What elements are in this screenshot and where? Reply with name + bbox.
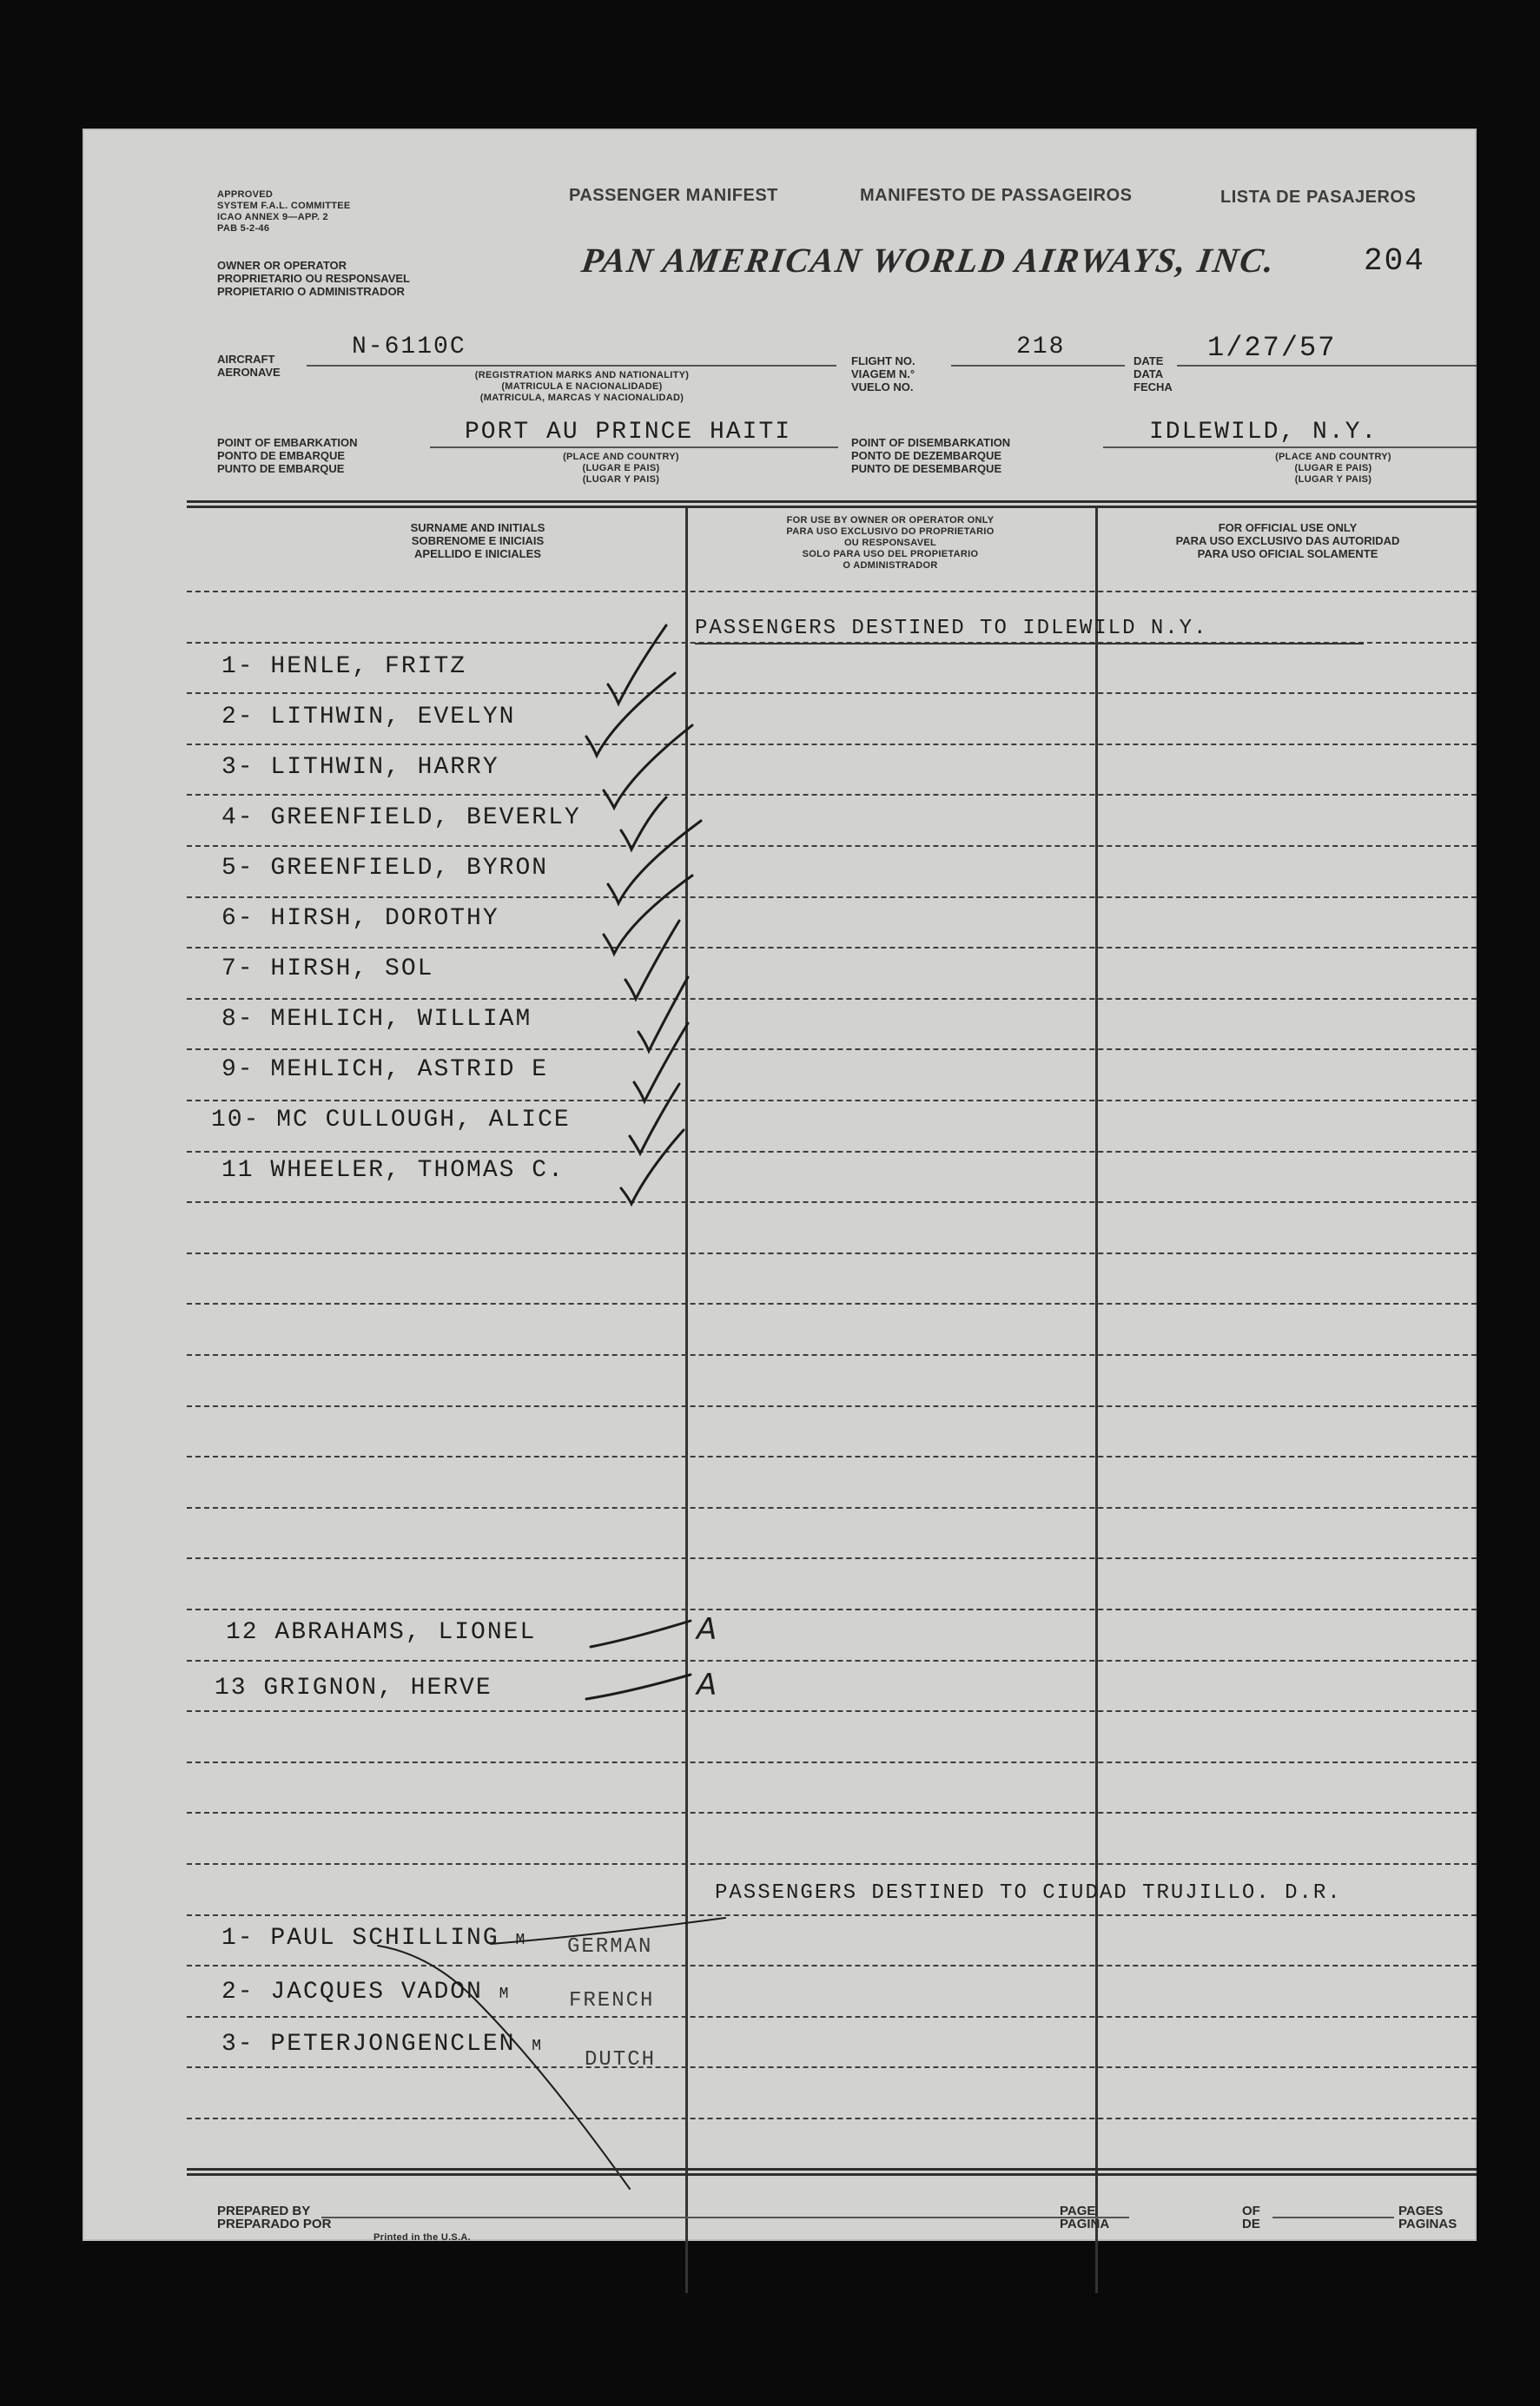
passenger-number: 13: [215, 1675, 248, 1702]
prepared-by-underline: [321, 2217, 1129, 2218]
check-mark-icon: [604, 725, 692, 808]
title-portuguese: MANIFESTO DE PASSAGEIROS: [860, 186, 1133, 205]
title-english: PASSENGER MANIFEST: [569, 186, 778, 205]
passenger-number: 2-: [221, 1979, 254, 2006]
handwritten-stroke: [378, 1946, 630, 2189]
passenger-number: 5-: [221, 855, 254, 882]
approval-line: ICAO ANNEX 9—APP. 2: [217, 212, 328, 222]
page-label: PAGE PAGINA: [1060, 2204, 1110, 2231]
footer-rule: [187, 2173, 1477, 2176]
aircraft-label: AIRCRAFT AERONAVE: [217, 353, 281, 379]
handwritten-stroke: [586, 1675, 691, 1699]
column-header-official: FOR OFFICIAL USE ONLY PARA USO EXCLUSIVO DAS AUTORIDAD PARA USO OFICIAL SOLAMENTE: [1175, 521, 1400, 560]
passenger-number: 3-: [221, 754, 254, 781]
handwritten-marks: [83, 129, 1477, 2241]
passenger-number: 3-: [221, 2031, 254, 2058]
passenger-nationality: GERMAN: [567, 1935, 653, 1959]
column-header-operator: FOR USE BY OWNER OR OPERATOR ONLY PARA USO EXCLUSIVO DO PROPRIETARIO OU RESPONSAVEL SOLO PARA USO DEL PROPIETARIO O ADMINISTRADOR: [786, 515, 995, 571]
approval-line: SYSTEM F.A.L. COMMITTEE: [217, 201, 351, 211]
flight-label: FLIGHT NO. VIAGEM N.° VUELO NO.: [851, 354, 915, 393]
passenger-name: GREENFIELD, BEVERLY: [270, 804, 581, 831]
column-header-names: SURNAME AND INITIALS SOBRENOME E INICIAIS APELLIDO E INICIALES: [410, 521, 545, 560]
passenger-number: 10-: [211, 1107, 261, 1134]
manifest-sheet: [83, 129, 1477, 2241]
passenger-name: GRIGNON, HERVE: [263, 1675, 492, 1702]
check-mark-icon: [638, 977, 688, 1051]
passenger-nationality: FRENCH: [569, 1989, 655, 2013]
passenger-number: 2-: [221, 704, 254, 730]
check-mark-icon: [621, 1130, 684, 1204]
passenger-name: MEHLICH, ASTRID E: [270, 1056, 549, 1083]
owner-label: OWNER OR OPERATOR PROPRIETARIO OU RESPONSAVEL PROPIETARIO O ADMINISTRADOR: [217, 259, 410, 298]
passenger-name: ABRAHAMS, LIONEL: [274, 1619, 537, 1646]
passenger-nationality: DUTCH: [585, 2048, 657, 2072]
date-label: DATE DATA FECHA: [1134, 354, 1173, 393]
passenger-name: LITHWIN, EVELYN: [270, 704, 516, 730]
passenger-name: PAUL SCHILLING: [270, 1925, 499, 1952]
passenger-number: 1-: [221, 653, 254, 680]
check-mark-icon: [608, 625, 666, 704]
passenger-number: 4-: [221, 804, 254, 831]
passenger-sex: M: [532, 2038, 544, 2055]
passenger-sex: M: [499, 1986, 511, 2003]
footer-rule: [187, 2168, 1477, 2171]
passenger-number: 6-: [221, 905, 254, 932]
printed-note: Printed in the U.S.A.: [373, 2232, 472, 2243]
check-mark-icon: [586, 673, 675, 756]
embarkation-label: POINT OF EMBARKATION PONTO DE EMBARQUE PUNTO DE EMBARQUE: [217, 436, 358, 475]
passenger-name: JACQUES VADON: [270, 1979, 483, 2006]
embarkation-value: PORT AU PRINCE HAITI: [465, 419, 792, 446]
passenger-name: WHEELER, THOMAS C.: [270, 1157, 565, 1184]
page-number: 204: [1364, 243, 1425, 279]
flight-value: 218: [1016, 334, 1066, 360]
approval-line: APPROVED: [217, 189, 274, 200]
passenger-number: 8-: [221, 1006, 254, 1033]
handwritten-stroke: [491, 1918, 725, 1944]
prepared-by-label: PREPARED BY PREPARADO POR: [217, 2204, 332, 2231]
passenger-name: LITHWIN, HARRY: [270, 754, 499, 781]
added-mark: A: [697, 1668, 717, 1702]
pages-label: PAGES PAGINAS: [1398, 2204, 1457, 2231]
handwritten-stroke: [591, 1621, 691, 1647]
passenger-number: 1-: [221, 1925, 254, 1952]
passenger-name: HIRSH, DOROTHY: [270, 905, 499, 932]
passenger-name: MC CULLOUGH, ALICE: [276, 1107, 571, 1134]
company-name: PAN AMERICAN WORLD AIRWAYS, INC.: [578, 241, 1279, 280]
approval-line: PAB 5-2-46: [217, 223, 270, 234]
embark-place-note: (PLACE AND COUNTRY) (LUGAR E PAIS) (LUGAR Y PAIS): [563, 452, 679, 485]
idlewild-heading: PASSENGERS DESTINED TO IDLEWILD N.Y.: [695, 617, 1208, 640]
passenger-name: PETERJONGENCLEN: [270, 2031, 516, 2058]
passenger-number: 7-: [221, 955, 254, 982]
passenger-number: 11: [221, 1157, 254, 1184]
disembarkation-value: IDLEWILD, N.Y.: [1149, 419, 1378, 446]
aircraft-value: N-6110C: [352, 334, 466, 360]
check-mark-icon: [625, 921, 679, 999]
check-mark-icon: [604, 876, 692, 954]
passenger-name: MEHLICH, WILLIAM: [270, 1006, 532, 1033]
date-value: 1/27/57: [1207, 332, 1337, 364]
added-mark: A: [697, 1612, 717, 1647]
of-underline: [1272, 2217, 1394, 2218]
passenger-name: HIRSH, SOL: [270, 955, 434, 982]
passenger-number: 12: [226, 1619, 259, 1646]
check-mark-icon: [621, 797, 666, 849]
passenger-sex: M: [515, 1932, 527, 1949]
title-spanish: LISTA DE PASAJEROS: [1220, 188, 1417, 207]
registration-note: (REGISTRATION MARKS AND NATIONALITY) (MATRICULA E NACIONALIDADE) (MATRICULA, MARCAS Y NACIONALIDAD): [474, 370, 690, 403]
passenger-name: HENLE, FRITZ: [270, 653, 467, 680]
disembark-place-note: (PLACE AND COUNTRY) (LUGAR E PAIS) (LUGAR Y PAIS): [1275, 452, 1391, 485]
passenger-name: GREENFIELD, BYRON: [270, 855, 549, 882]
of-label: OF DE: [1242, 2204, 1260, 2231]
passenger-number: 9-: [221, 1056, 254, 1083]
disembarkation-label: POINT OF DISEMBARKATION PONTO DE DEZEMBARQUE PUNTO DE DESEMBARQUE: [851, 436, 1011, 475]
check-mark-icon: [634, 1023, 688, 1101]
trujillo-heading: PASSENGERS DESTINED TO CIUDAD TRUJILLO. D.R.: [715, 1881, 1342, 1905]
